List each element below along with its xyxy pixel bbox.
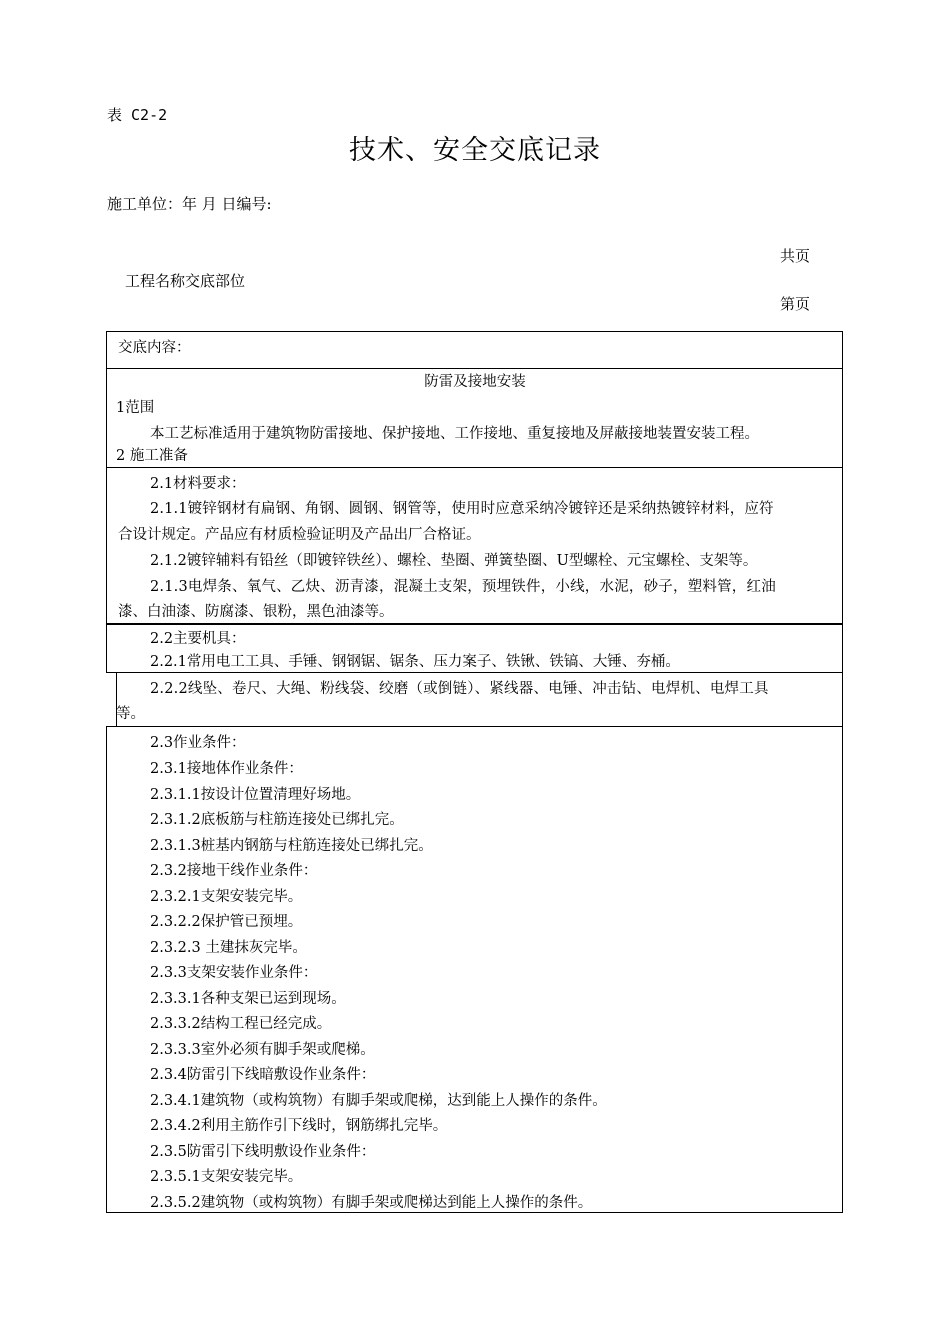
condition-item: 2.3.3.2结构工程已经完成。 xyxy=(150,1016,332,1032)
condition-item: 2.3.3.1各种支架已运到现场。 xyxy=(150,991,346,1007)
condition-item: 2.3.5.1支架安装完毕。 xyxy=(150,1169,303,1185)
divider xyxy=(106,368,843,369)
subject-title: 防雷及接地安装 xyxy=(424,374,526,390)
construction-unit-line: 施工单位：年 月 日编号: xyxy=(107,195,272,213)
total-pages: 共页 xyxy=(780,247,811,265)
project-name-line: 工程名称交底部位 xyxy=(125,272,246,290)
condition-item: 2.3.1.2底板筋与柱筋连接处已绑扎完。 xyxy=(150,812,404,828)
condition-item: 2.3.2.2保护管已预埋。 xyxy=(150,914,303,930)
tools-line-2a: 2.2.2线坠、卷尺、大绳、粉线袋、绞磨（或倒链）、紧线器、电锤、冲击钻、电焊机、电焊工具 xyxy=(150,681,769,697)
condition-item: 2.3.2.3 土建抹灰完毕。 xyxy=(150,940,307,956)
page-number: 第页 xyxy=(780,295,811,313)
condition-item: 2.3.1.3桩基内钢筋与柱筋连接处已绑扎完。 xyxy=(150,838,433,854)
condition-item: 2.3.5.2建筑物（或构筑物）有脚手架或爬梯达到能上人操作的条件。 xyxy=(150,1195,593,1211)
section-prep-title: 2 施工准备 xyxy=(116,448,188,464)
condition-item: 2.3.3.3室外必须有脚手架或爬梯。 xyxy=(150,1042,375,1058)
content-box xyxy=(106,331,843,468)
materials-line-3a: 2.1.3电焊条、氧气、乙炔、沥青漆，混凝土支架，预埋铁件，小线，水泥，砂子，塑料管，红油 xyxy=(150,579,776,595)
tools-line-2b: 等。 xyxy=(116,706,145,722)
materials-line-3b: 漆、白油漆、防腐漆、银粉，黑色油漆等。 xyxy=(118,604,394,620)
condition-item: 2.3.4防雷引下线暗敷设作业条件： xyxy=(150,1067,376,1083)
materials-title: 2.1材料要求： xyxy=(150,476,246,492)
section-scope-title: 1范围 xyxy=(116,400,155,416)
page-title: 技术、安全交底记录 xyxy=(349,135,601,166)
condition-item: 2.3.2接地干线作业条件： xyxy=(150,863,318,879)
condition-item: 2.3.5防雷引下线明敷设作业条件： xyxy=(150,1144,376,1160)
materials-line-2: 2.1.2镀锌辅料有铅丝（即镀锌铁丝）、螺栓、垫圈、弹簧垫圈、U型螺栓、元宝螺栓、支架等。 xyxy=(150,553,758,569)
condition-item: 2.3.1接地体作业条件： xyxy=(150,761,303,777)
section-scope-text: 本工艺标准适用于建筑物防雷接地、保护接地、工作接地、重复接地及屏蔽接地装置安装工程。 xyxy=(150,426,759,442)
content-label: 交底内容： xyxy=(118,340,191,356)
condition-item: 2.3.4.2利用主筋作引下线时，钢筋绑扎完毕。 xyxy=(150,1118,448,1134)
materials-line-1a: 2.1.1镀锌钢材有扁钢、角钢、圆钢、钢管等，使用时应意采纳冷镀锌还是采纳热镀锌材料，应符 xyxy=(150,501,774,517)
condition-item: 2.3作业条件： xyxy=(150,735,246,751)
condition-item: 2.3.4.1建筑物（或构筑物）有脚手架或爬梯，达到能上人操作的条件。 xyxy=(150,1093,607,1109)
tools-right-border xyxy=(842,673,843,726)
materials-line-1b: 合设计规定。产品应有材质检验证明及产品出厂合格证。 xyxy=(118,527,481,543)
condition-item: 2.3.2.1支架安装完毕。 xyxy=(150,889,303,905)
condition-item: 2.3.1.1按设计位置清理好场地。 xyxy=(150,787,361,803)
condition-item: 2.3.3支架安装作业条件： xyxy=(150,965,318,981)
tools-line-1: 2.2.1常用电工工具、手锤、钢钢锯、锯条、压力案子、铁锹、铁镐、大锤、夯桶。 xyxy=(150,654,680,670)
tools-title: 2.2主要机具： xyxy=(150,631,246,647)
form-number: 表 C2-2 xyxy=(107,106,168,124)
